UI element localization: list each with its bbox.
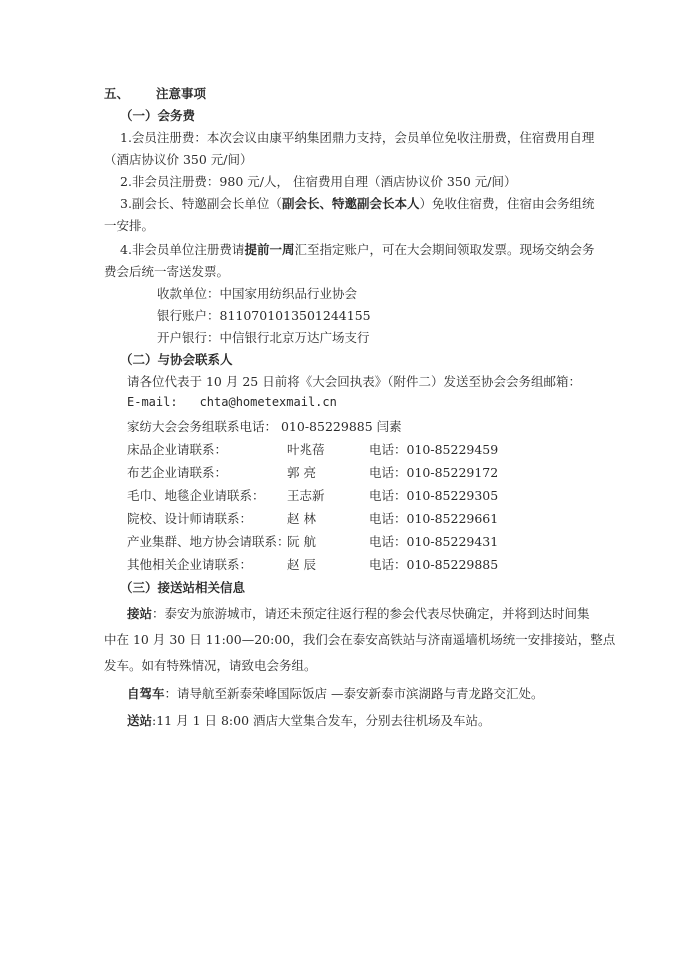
bank-name: 开户银行：中信银行北京万达广场支行: [157, 330, 370, 345]
contact-name: 赵 辰: [287, 557, 316, 572]
pickup-text: ：泰安为旅游城市，请还未预定往返行程的参会代表尽快确定，并将到达时间集: [152, 606, 590, 621]
contact-name: 阮 航: [287, 534, 316, 549]
contacts-heading: （二）与协会联系人: [120, 352, 233, 367]
pickup-line-1: [127, 604, 590, 622]
contact-name: 赵 林: [287, 511, 316, 526]
contact-row: [127, 440, 498, 458]
section-title: 注意事项: [156, 86, 207, 101]
contact-phone: 电话：010-85229431: [369, 534, 499, 549]
fees-item-4-c: 汇至指定账户，可在大会期间领取发票。现场交纳会务: [294, 242, 595, 257]
email-line: [127, 394, 337, 409]
contact-role: 毛巾、地毯企业请联系：: [127, 488, 265, 503]
bank-account: 银行账户：8110701013501244155: [157, 308, 371, 323]
contact-role: 床品企业请联系：: [127, 442, 228, 457]
pickup-line-2: 中在 10 月 30 日 11:00—20:00，我们会在泰安高铁站与济南遥墙机场统一安排接站，整点: [104, 632, 616, 647]
fees-item-3-a: 3.副会长、特邀副会长单位（: [120, 196, 282, 211]
contact-row: [127, 555, 498, 573]
fees-item-3: [120, 194, 594, 212]
contact-phone: 电话：010-85229661: [369, 511, 499, 526]
contact-role: 其他相关企业请联系：: [127, 557, 253, 572]
contact-row: [127, 509, 498, 527]
contact-row: [127, 532, 498, 550]
contacts-intro: 请各位代表于 10 月 25 日前将《大会回执表》（附件二）发送至协会会务组邮箱：: [127, 374, 581, 389]
fees-heading: （一）会务费: [120, 108, 196, 123]
fees-item-4-a: 4.非会员单位注册费请: [120, 242, 245, 257]
email-link[interactable]: chta@hometexmail.cn: [199, 395, 337, 409]
pickup-label: 接站: [127, 606, 153, 621]
fees-item-2: 2.非会员注册费：980 元/人， 住宿费用自理（酒店协议价 350 元/间）: [120, 174, 517, 189]
transport-heading: （三）接送站相关信息: [120, 580, 246, 595]
contact-phone: 电话：010-85229305: [369, 488, 499, 503]
fees-item-1: 1.会员注册费：本次会议由康平纳集团鼎力支持，会员单位免收注册费，住宿费用自理: [120, 130, 595, 145]
contact-phone: 电话：010-85229459: [369, 442, 499, 457]
fees-item-3-cont: 一安排。: [104, 218, 155, 233]
contact-name: 郭 亮: [287, 465, 316, 480]
pickup-line-3: 发车。如有特殊情况，请致电会务组。: [104, 658, 317, 673]
fees-item-4-cont: 费会后统一寄送发票。: [104, 264, 230, 279]
self-drive: [127, 684, 544, 702]
fees-item-3-emphasis: 副会长、特邀副会长本人: [281, 196, 420, 211]
contact-role: 产业集群、地方协会请联系：: [127, 534, 290, 549]
payee: 收款单位：中国家用纺织品行业协会: [157, 286, 358, 301]
section-number: 五、: [104, 86, 130, 101]
contact-phone: 电话：010-85229172: [369, 465, 499, 480]
contact-name: 王志新: [287, 488, 325, 503]
self-drive-label: 自驾车: [127, 686, 165, 701]
self-drive-text: ：请导航至新泰荣峰国际饭店 —泰安新泰市滨湖路与青龙路交汇处。: [164, 686, 544, 701]
contact-role: 院校、设计师请联系：: [127, 511, 253, 526]
email-label: E-mail:: [127, 395, 178, 409]
fees-item-4-emphasis: 提前一周: [244, 242, 295, 257]
dropoff-text: :11 月 1 日 8:00 酒店大堂集合发车，分别去往机场及车站。: [152, 713, 491, 728]
fees-item-3-c: ）免收住宿费，住宿由会务组统: [419, 196, 595, 211]
fees-item-4: [120, 240, 594, 258]
contact-role: 布艺企业请联系：: [127, 465, 228, 480]
dropoff: [127, 711, 491, 729]
contact-row: [127, 463, 498, 481]
contact-phone: 电话：010-85229885: [369, 557, 499, 572]
hotline: 家纺大会会务组联系电话： 010-85229885 闫素: [127, 419, 402, 434]
fees-item-1-cont: （酒店协议价 350 元/间）: [104, 152, 253, 167]
contact-row: [127, 486, 498, 504]
contact-name: 叶兆蓓: [287, 442, 325, 457]
dropoff-label: 送站: [127, 713, 153, 728]
